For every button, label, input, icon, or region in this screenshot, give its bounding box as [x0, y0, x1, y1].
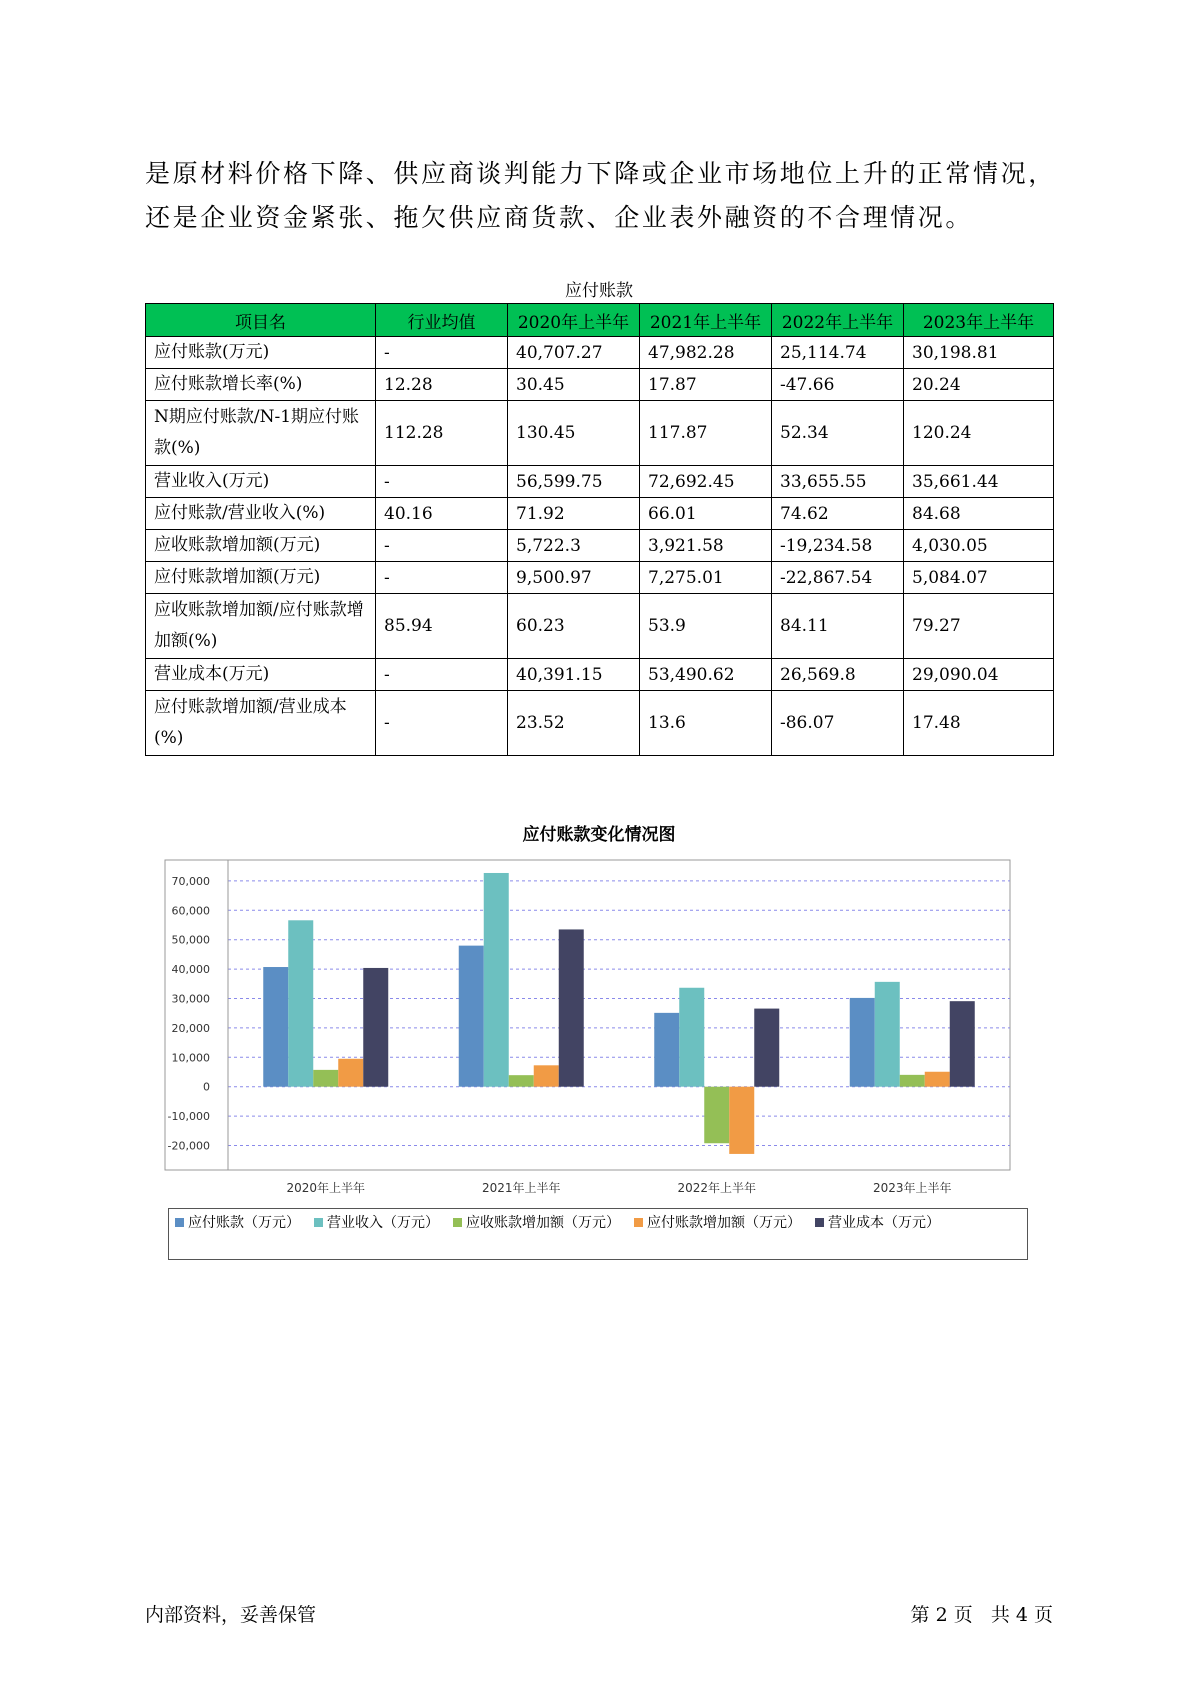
chart-legend [168, 1208, 1028, 1260]
x-tick-label: 2023年上半年 [872, 1181, 952, 1195]
value-cell: 71.92 [508, 498, 640, 530]
value-cell: 25,114.74 [772, 337, 904, 369]
footer-confidential-note: 内部资料，妥善保管 [145, 1604, 317, 1626]
row-name-cell: 应付账款(万元) [146, 337, 376, 369]
bar [704, 1087, 729, 1144]
value-cell: 4,030.05 [904, 530, 1054, 562]
value-cell: 5,722.3 [508, 530, 640, 562]
value-cell: 7,275.01 [640, 562, 772, 594]
bar [654, 1013, 679, 1087]
table-row [146, 691, 1054, 756]
bar [459, 946, 484, 1087]
legend-swatch [314, 1218, 323, 1227]
value-cell: 23.52 [508, 691, 640, 756]
value-cell: 30,198.81 [904, 337, 1054, 369]
y-tick-label: 70,000 [171, 874, 210, 888]
bar [925, 1072, 950, 1087]
table-caption: 应付账款 [565, 281, 633, 301]
value-cell: 17.87 [640, 369, 772, 401]
value-cell: 130.45 [508, 401, 640, 466]
y-tick-label: 0 [203, 1080, 210, 1094]
value-cell: 12.28 [376, 369, 508, 401]
legend-swatch [453, 1218, 462, 1227]
row-name-cell: 应付账款增加额/营业成本(%) [146, 691, 376, 756]
y-tick-label: -20,000 [167, 1139, 210, 1153]
value-cell: 5,084.07 [904, 562, 1054, 594]
y-tick-label: 60,000 [171, 904, 210, 918]
table-row [146, 659, 1054, 691]
value-cell: 26,569.8 [772, 659, 904, 691]
legend-item [175, 1212, 300, 1234]
value-cell: 33,655.55 [772, 466, 904, 498]
footer-page-number: 第 2 页 共 4 页 [910, 1604, 1053, 1626]
header-2022h1: 2022年上半年 [772, 304, 904, 337]
value-cell: -86.07 [772, 691, 904, 756]
value-cell: 17.48 [904, 691, 1054, 756]
bar [363, 968, 388, 1087]
value-cell: 84.11 [772, 594, 904, 659]
header-item-name: 项目名 [146, 304, 376, 337]
x-tick-label: 2020年上半年 [286, 1181, 366, 1195]
value-cell: 3,921.58 [640, 530, 772, 562]
header-industry-avg: 行业均值 [376, 304, 508, 337]
legend-swatch [815, 1218, 824, 1227]
value-cell: -19,234.58 [772, 530, 904, 562]
value-cell: 13.6 [640, 691, 772, 756]
row-name-cell: 应付账款增长率(%) [146, 369, 376, 401]
legend-item [453, 1212, 620, 1234]
y-tick-label: 30,000 [171, 992, 210, 1006]
bar [313, 1070, 338, 1087]
value-cell: 60.23 [508, 594, 640, 659]
value-cell: 40,707.27 [508, 337, 640, 369]
legend-label: 应付账款增加额（万元） [647, 1215, 801, 1231]
legend-label: 应收账款增加额（万元） [466, 1215, 620, 1231]
value-cell: 85.94 [376, 594, 508, 659]
table-row [146, 562, 1054, 594]
intro-paragraph [145, 152, 1056, 240]
value-cell: - [376, 659, 508, 691]
bar [754, 1009, 779, 1087]
value-cell: - [376, 691, 508, 756]
value-cell: 79.27 [904, 594, 1054, 659]
value-cell: 120.24 [904, 401, 1054, 466]
value-cell: 56,599.75 [508, 466, 640, 498]
row-name-cell: N期应付账款/N-1期应付账款(%) [146, 401, 376, 466]
bar [509, 1075, 534, 1087]
y-tick-label: 50,000 [171, 933, 210, 947]
bar-chart [145, 855, 1053, 1200]
legend-label: 应付账款（万元） [188, 1215, 300, 1231]
table-row [146, 498, 1054, 530]
value-cell: 40.16 [376, 498, 508, 530]
table-row [146, 337, 1054, 369]
x-tick-label: 2022年上半年 [677, 1181, 757, 1195]
row-name-cell: 营业收入(万元) [146, 466, 376, 498]
value-cell: 20.24 [904, 369, 1054, 401]
bar [850, 998, 875, 1087]
table-row [146, 401, 1054, 466]
table-row [146, 369, 1054, 401]
y-tick-label: 40,000 [171, 963, 210, 977]
bar [875, 982, 900, 1087]
legend-label: 营业成本（万元） [828, 1215, 940, 1231]
bar [263, 967, 288, 1087]
row-name-cell: 应付账款/营业收入(%) [146, 498, 376, 530]
bar [729, 1087, 754, 1154]
legend-swatch [634, 1218, 643, 1227]
legend-item [314, 1212, 439, 1234]
bar [679, 988, 704, 1087]
value-cell: 66.01 [640, 498, 772, 530]
value-cell: - [376, 466, 508, 498]
bar [534, 1065, 559, 1086]
value-cell: 52.34 [772, 401, 904, 466]
value-cell: 117.87 [640, 401, 772, 466]
y-tick-label: 10,000 [171, 1051, 210, 1065]
header-2021h1: 2021年上半年 [640, 304, 772, 337]
value-cell: 53,490.62 [640, 659, 772, 691]
value-cell: 74.62 [772, 498, 904, 530]
bar [484, 873, 509, 1087]
y-tick-label: 20,000 [171, 1021, 210, 1035]
value-cell: 53.9 [640, 594, 772, 659]
value-cell: 84.68 [904, 498, 1054, 530]
table-row [146, 466, 1054, 498]
legend-label: 营业收入（万元） [327, 1215, 439, 1231]
x-tick-label: 2021年上半年 [481, 1181, 561, 1195]
bar [900, 1075, 925, 1087]
value-cell: 72,692.45 [640, 466, 772, 498]
bar [559, 929, 584, 1086]
y-tick-label: -10,000 [167, 1110, 210, 1124]
table-header-row [146, 304, 1054, 337]
bar [950, 1001, 975, 1087]
value-cell: 30.45 [508, 369, 640, 401]
bar [288, 920, 313, 1086]
value-cell: - [376, 530, 508, 562]
bar [338, 1059, 363, 1087]
header-2023h1: 2023年上半年 [904, 304, 1054, 337]
paragraph-line: 还是企业资金紧张、拖欠供应商货款、企业表外融资的不合理情况。 [145, 203, 974, 232]
row-name-cell: 应收账款增加额/应付账款增加额(%) [146, 594, 376, 659]
header-2020h1: 2020年上半年 [508, 304, 640, 337]
row-name-cell: 营业成本(万元) [146, 659, 376, 691]
value-cell: - [376, 562, 508, 594]
value-cell: 40,391.15 [508, 659, 640, 691]
paragraph-line: 是原材料价格下降、供应商谈判能力下降或企业市场地位上升的正常情况， [145, 159, 1056, 188]
legend-item [815, 1212, 940, 1234]
value-cell: 47,982.28 [640, 337, 772, 369]
table-row [146, 594, 1054, 659]
row-name-cell: 应收账款增加额(万元) [146, 530, 376, 562]
value-cell: 35,661.44 [904, 466, 1054, 498]
value-cell: -22,867.54 [772, 562, 904, 594]
table-row [146, 530, 1054, 562]
value-cell: 112.28 [376, 401, 508, 466]
legend-item [634, 1212, 801, 1234]
value-cell: - [376, 337, 508, 369]
chart-title: 应付账款变化情况图 [522, 825, 676, 845]
value-cell: 29,090.04 [904, 659, 1054, 691]
row-name-cell: 应付账款增加额(万元) [146, 562, 376, 594]
legend-swatch [175, 1218, 184, 1227]
value-cell: 9,500.97 [508, 562, 640, 594]
payables-table [145, 303, 1054, 756]
value-cell: -47.66 [772, 369, 904, 401]
